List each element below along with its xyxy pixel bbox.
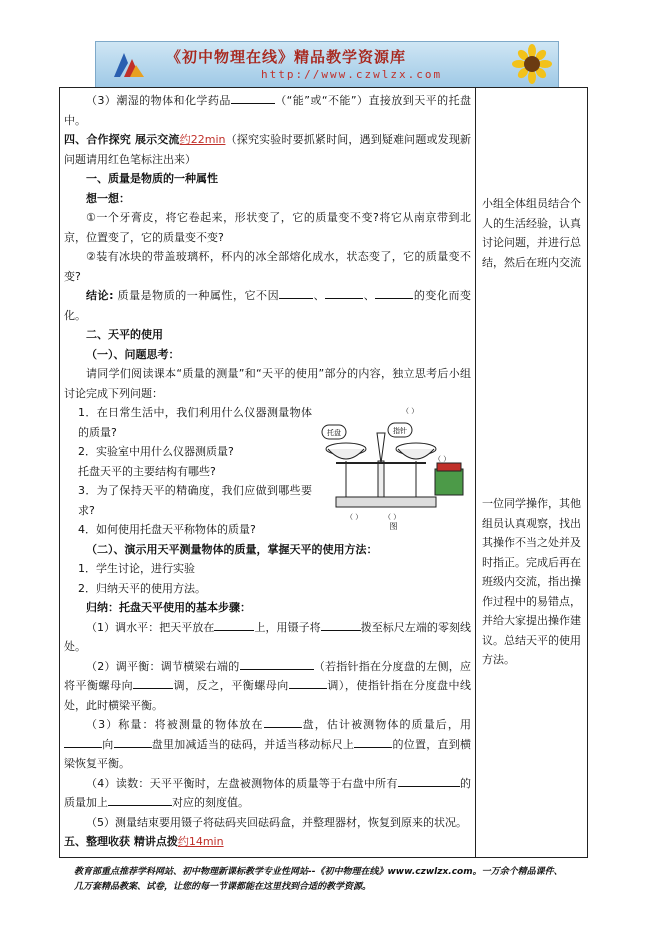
sub2-i2: 2．归纳天平的使用方法。 xyxy=(78,581,206,595)
label-blank-bottom-right: （ ） xyxy=(384,513,401,521)
site-url: http://www.czwlzx.com xyxy=(261,68,443,81)
blank xyxy=(375,286,413,299)
lesson-table xyxy=(59,87,588,858)
label-blank-bottom-left: （ ） xyxy=(346,513,363,521)
part1-title: 一、质量是物质的一种属性 xyxy=(86,172,218,185)
think-title: 想一想： xyxy=(86,191,130,205)
sub1-q1: 1．在日常生活中，我们利用什么仪器测量物体的质量? xyxy=(78,406,312,439)
label-pan: 托盘 xyxy=(327,429,341,437)
blank xyxy=(279,286,313,299)
blank xyxy=(108,793,172,806)
sub1-q2b: 托盘天平的主要结构有哪些? xyxy=(78,464,216,478)
sub1-q3: 3．为了保持天平的精确度，我们应做到哪些要求? xyxy=(78,484,312,517)
blank xyxy=(240,657,314,670)
figure-caption: 图 xyxy=(389,522,398,531)
side-note-1: 小组全体组员结合个人的生活经验，认真讨论问题，并进行总结，然后在班内交流 xyxy=(482,197,581,269)
step5: （5）测量结束要用镊子将砝码夹回砝码盒，并整理器材，恢复到原来的状况。 xyxy=(86,815,467,829)
weight-box-icon xyxy=(435,469,463,495)
q3-line: （3）潮湿的物体和化学药品 （“能”或“不能”）直接放到天平的托盘中。 xyxy=(64,91,471,130)
section4-heading: 四、合作探究 展示交流约22min（探究实验时要抓紧时间，遇到疑难问题或发现新问题请用红色笔标注出来） xyxy=(64,133,471,166)
header-banner xyxy=(95,41,559,88)
sunflower-icon xyxy=(512,44,552,84)
summary-title: 归纳：托盘天平使用的基本步骤： xyxy=(86,601,251,614)
sub2-title: （二）、演示用天平测量物体的质量，掌握天平的使用方法： xyxy=(86,542,378,556)
blank xyxy=(231,91,275,104)
sub1-q2a: 2．实验室中用什么仪器测质量? xyxy=(78,445,234,458)
site-logo-icon xyxy=(110,47,146,83)
blank xyxy=(133,676,173,689)
blank xyxy=(325,286,363,299)
label-pointer: 指针 xyxy=(393,427,407,435)
footer-line-2: 几万套精品教案、试卷，让您的每一节课都能在这里找到合适的教学资源。 xyxy=(74,882,372,892)
step2: （2）调平衡：调节横梁右端的 （若指针指在分度盘的左侧，应将平衡螺母向 调，反之，平衡螺母向 调），使指针指在分度盘中线处，此时横梁平衡。 xyxy=(64,657,471,716)
sub1-title: （一）、问题思考： xyxy=(86,347,180,361)
footer-line-1: 教育部重点推荐学科网站、初中物理新课标教学专业性网站--《初中物理在线》www.czwlzx.com。一万余个精品课件、 xyxy=(74,867,563,877)
sub1-q4: 4．如何使用托盘天平称物体的质量? xyxy=(78,523,256,536)
label-blank-right: （ ） xyxy=(434,455,451,463)
blank xyxy=(289,676,327,689)
balance-figure xyxy=(316,405,471,529)
balance-diagram xyxy=(316,405,471,523)
conclusion: 结论: 质量是物质的一种属性，它不因 、 、 的变化而变化。 xyxy=(64,286,471,325)
content-cell xyxy=(60,88,476,858)
blank xyxy=(398,774,460,787)
step1: （1）调水平：把天平放在 上，用镊子将 拨至标尺左端的零刻线处。 xyxy=(64,618,471,657)
think-q2: ②装有冰块的带盖玻璃杯，杯内的冰全部熔化成水，状态变了，它的质量变不变? xyxy=(64,250,471,283)
page-footer xyxy=(74,865,614,895)
blank xyxy=(64,735,102,748)
sub2-i1: 1．学生讨论，进行实验 xyxy=(78,562,195,575)
blank xyxy=(354,735,392,748)
step3: （3）称量：将被测量的物体放在 盘，估计被测物体的质量后，用向 盘里加减适当的砝码，并适当移动标尺上 的位置，直到横梁恢复平衡。 xyxy=(64,715,471,774)
blank xyxy=(214,618,254,631)
blank xyxy=(321,618,361,631)
blank xyxy=(114,735,152,748)
blank xyxy=(264,715,302,728)
site-title: 《初中物理在线》精品教学资源库 xyxy=(166,48,407,66)
step4: （4）读数：天平平衡时，左盘被测物体的质量等于右盘中所有 的质量加上 对应的刻度值。 xyxy=(64,774,471,813)
think-q1: ①一个牙膏皮，将它卷起来，形状变了，它的质量变不变?将它从南京带到北京，位置变了，它的质量变不变? xyxy=(64,211,471,244)
sub1-intro: 请同学们阅读课本“质量的测量”和“天平的使用”部分的内容，独立思考后小组讨论完成下列问题： xyxy=(64,367,471,400)
label-blank-top: （ ） xyxy=(402,407,419,415)
section5-heading: 五、整理收获 精讲点拨约14min xyxy=(64,835,224,848)
side-note-2: 一位同学操作，其他组员认真观察，找出其操作不当之处并及时指正。完成后再在班级内交流，指出操作过程中的易错点，并给大家提出操作建议。总结天平的使用方法。 xyxy=(482,497,581,666)
notes-cell xyxy=(476,88,588,858)
part2-title: 二、天平的使用 xyxy=(86,328,163,341)
